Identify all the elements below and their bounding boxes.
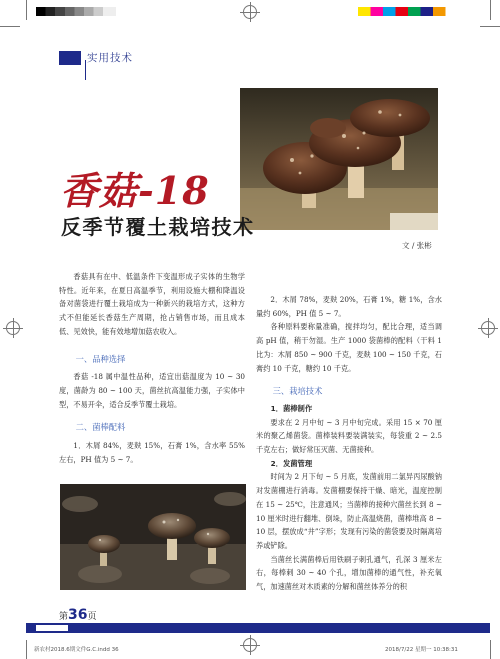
crop-mark (490, 640, 491, 659)
subheading-2: 2．发菌管理 (270, 458, 313, 468)
crop-mark (490, 0, 491, 20)
author-line: 文 / 张彬 (402, 241, 432, 250)
section-heading-2: 二、菌棒配料 (75, 422, 126, 433)
section-heading-1: 一、品种选择 (75, 353, 126, 364)
registration-mark-top (243, 5, 257, 19)
mushroom-photo-top (240, 88, 438, 230)
section-2-note: 各种原料要称量准确，搅拌均匀，配比合理，适当调高 pH 值，稍干勿湿。生产 1000 袋菌棒的配料（干料 1 比为：木屑 850 ~ 900 千克，麦麸 100 ~ 150 千克，石膏约 10 千克，糖约 10 千克。 (256, 322, 442, 373)
section-1-body: 香菇 -18 属中温性品种，适宜出菇温度为 10 ~ 30 度，菌龄为 80 ~ 100 天，菌丝抗高温能力强，子实体中型，不易开伞，适合反季节覆土栽培。 (59, 372, 245, 409)
registration-mark-right (481, 321, 495, 335)
subsection-2-body-1: 时间为 2 月下旬 ~ 5 月底，发菌前用二氯异丙尿酸钠对发菌棚进行消毒。发菌棚要保持干燥、暗光，温度控制在 15 ~ 25℃，注意通风；当菌棒的接种穴菌丝长到 8 ~ 10 厘米时进行翻堆、倒垛，防止高温烧菌，菌棒堆高 8 ~ 10 层，摆放成“井”字形；发现有污染的菌袋要及时隔离培养或铲除。 (256, 472, 442, 550)
crop-mark (480, 26, 500, 27)
left-column (59, 270, 245, 466)
footer-band-notch (36, 625, 68, 631)
subheading-1: 1．菌棒制作 (270, 403, 313, 413)
footer-band (26, 623, 490, 633)
intro-paragraph: 香菇具有在中、低温条件下变温形成子实体的生物学特性。近年来，在夏日高温季节，利用设施大棚和降温设备对菌袋进行覆土栽培成为一种新兴的栽培方式，这种方式不但能延长香菇生产周期，抢占销售市场，而且成本低、见效快，能有效地增加菇农收入。 (59, 272, 245, 336)
mushroom-photo-bottom (60, 484, 246, 590)
color-bar (358, 7, 462, 16)
section-tag (59, 50, 133, 65)
section-label: 实用技术 (87, 52, 133, 64)
grayscale-bar (36, 7, 116, 16)
page-prefix: 第 (59, 612, 69, 622)
subsection-2-body-2: 当菌丝长满菌棒后用铁刷子刺孔通气，孔深 3 厘米左右，每棒刺 30 ~ 40 个孔，增加菌棒的通气性，补充氧气，加速菌丝对木质素的分解和菌丝体养分的积 (256, 554, 442, 592)
registration-mark-bottom (243, 638, 257, 652)
article-title: 香菇-18 (60, 168, 210, 213)
page-number (59, 607, 97, 623)
subsection-1-body: 要求在 2 月中旬 ~ 3 月中旬完成。采用 15 × 70 厘米的聚乙烯菌袋。菌棒装料要装满装实，每袋重 2 ~ 2.5 千克左右；做好常压灭菌、无菌接种。 (256, 417, 442, 455)
right-column (256, 293, 442, 594)
registration-mark-left (6, 321, 20, 335)
page-number-value: 36 (68, 607, 88, 623)
section-heading-3: 三、栽培技术 (272, 386, 323, 397)
crop-mark (26, 640, 27, 659)
crop-mark (26, 0, 27, 20)
crop-mark (0, 26, 20, 27)
article-subtitle: 反季节覆土栽培技术 (61, 215, 255, 239)
section-divider (85, 60, 86, 80)
section-tag-block (59, 51, 81, 65)
page-suffix: 页 (87, 612, 97, 622)
slug-right: 2018/7/22 星期一 10:38:31 (385, 647, 458, 653)
section-2-item-2: 2．木屑 78%，麦麸 20%，石膏 1%，糖 1%，含水量约 60%，PH 值 5 ~ 7。 (256, 295, 442, 318)
section-2-item-1: 1．木屑 84%，麦麸 15%，石膏 1%，含水率 55% 左右，PH 值为 5 ~ 7。 (59, 441, 245, 464)
slug-left: 新农村2018.6期文件G.C.indd 36 (34, 647, 119, 653)
